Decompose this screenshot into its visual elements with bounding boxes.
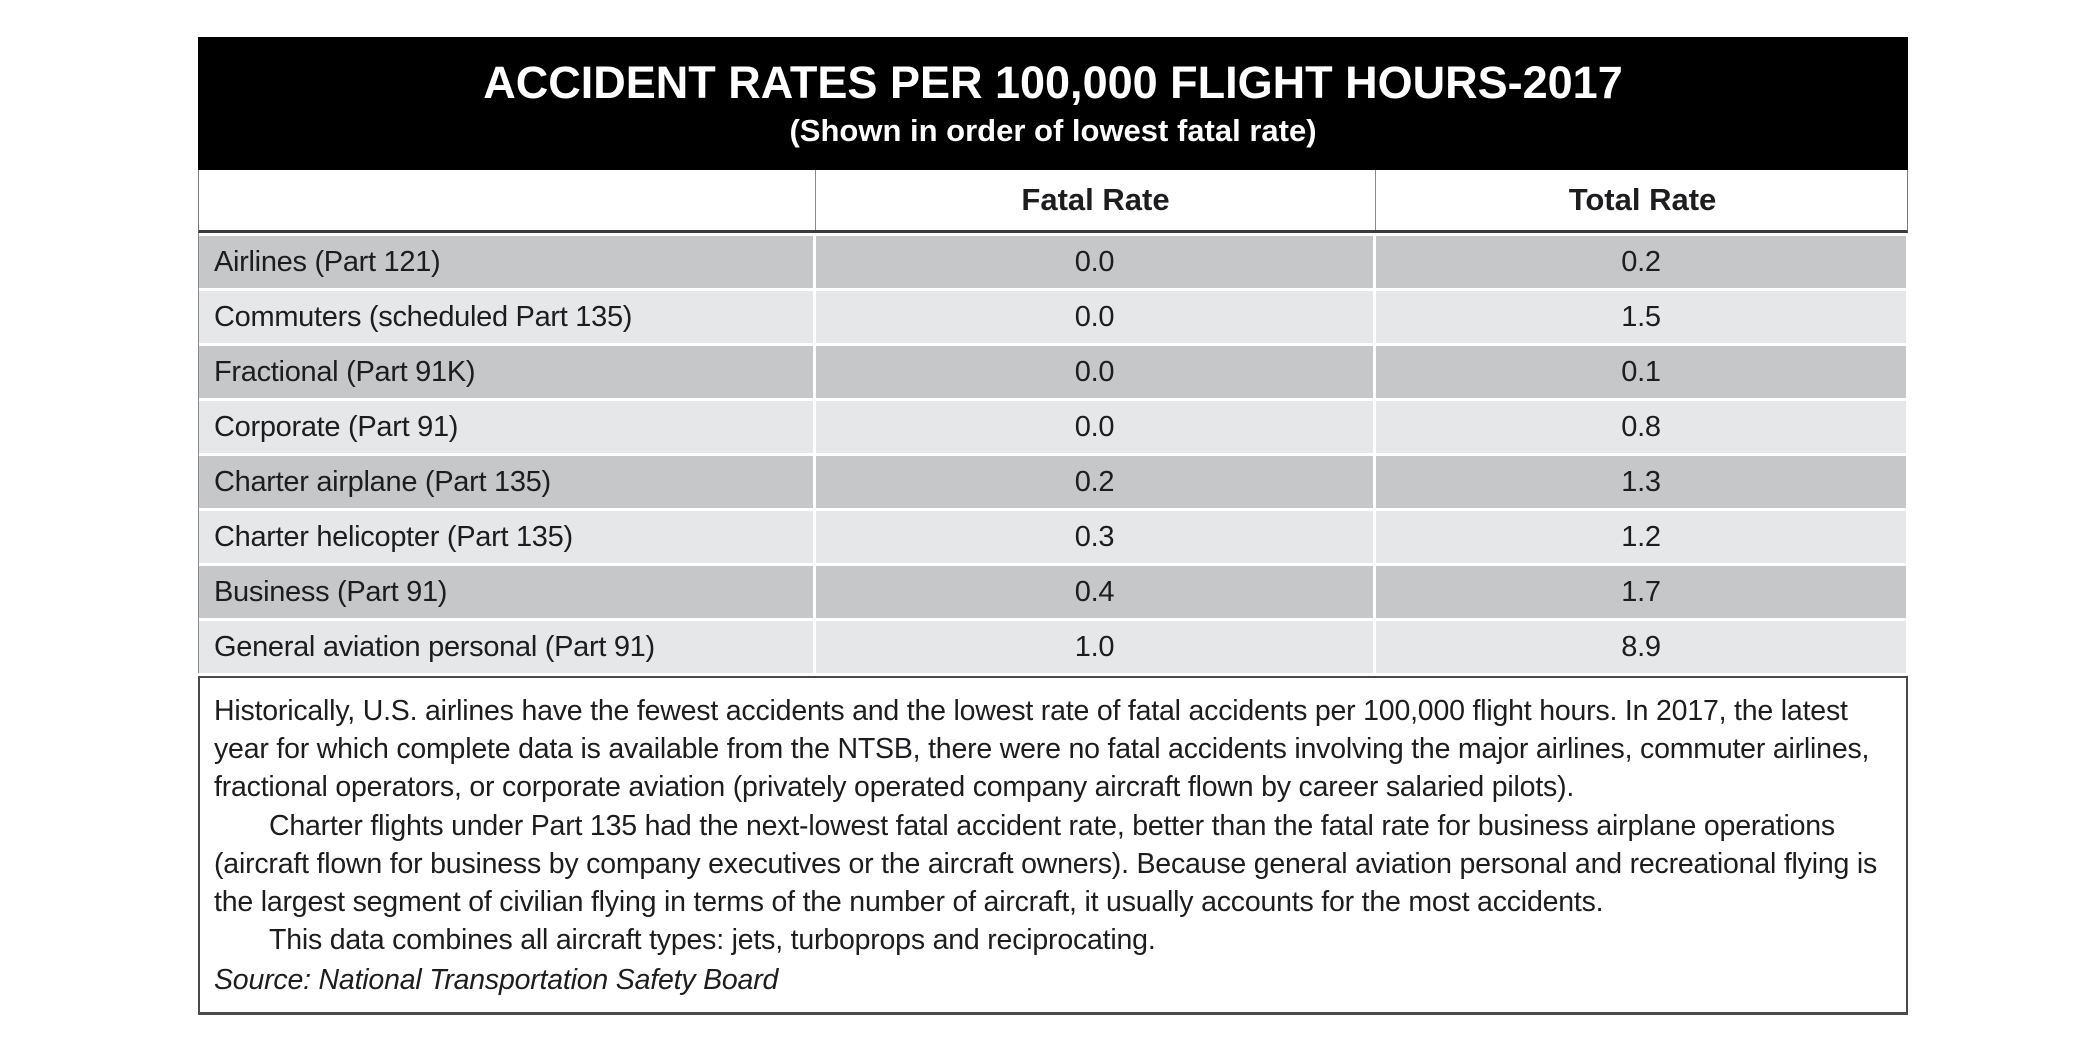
- total-rate-value: 0.2: [1376, 236, 1906, 288]
- notes-box: [198, 676, 1908, 1015]
- total-rate-value: 0.8: [1376, 401, 1906, 453]
- fatal-rate-value: 0.0: [816, 236, 1373, 288]
- table-row: [199, 511, 1908, 563]
- fatal-rate-value: 0.0: [816, 291, 1373, 343]
- row-label: Charter airplane (Part 135): [199, 456, 813, 508]
- total-rate-value: 1.7: [1376, 566, 1906, 618]
- accident-rates-table: [198, 37, 1908, 1015]
- table-subtitle: (Shown in order of lowest fatal rate): [789, 113, 1317, 149]
- total-rate-value: 1.3: [1376, 456, 1906, 508]
- row-label: Commuters (scheduled Part 135): [199, 291, 813, 343]
- column-header-total-rate: Total Rate: [1375, 170, 1909, 230]
- row-label: Fractional (Part 91K): [199, 346, 813, 398]
- column-header-row: [198, 170, 1908, 233]
- total-rate-value: 1.5: [1376, 291, 1906, 343]
- table-row: [199, 401, 1908, 453]
- fatal-rate-value: 0.0: [816, 346, 1373, 398]
- table-row: [199, 621, 1908, 673]
- row-label: Business (Part 91): [199, 566, 813, 618]
- total-rate-value: 0.1: [1376, 346, 1906, 398]
- fatal-rate-value: 0.4: [816, 566, 1373, 618]
- table-row: [199, 346, 1908, 398]
- notes-paragraph-1: Historically, U.S. airlines have the fewest accidents and the lowest rate of fatal accidents per 100,000 flight hours. In 2017, the latest year for which complete data is available from the NTSB, there were no fatal accidents involving the major airlines, commuter airlines, fractional operators, or corporate aviation (privately operated company aircraft flown by career salaried pilots).: [214, 695, 1870, 804]
- table-row: [199, 236, 1908, 288]
- title-band: [198, 37, 1908, 170]
- row-label: General aviation personal (Part 91): [199, 621, 813, 673]
- column-header-fatal-rate: Fatal Rate: [815, 170, 1375, 230]
- table-title: ACCIDENT RATES PER 100,000 FLIGHT HOURS-2017: [483, 56, 1623, 108]
- fatal-rate-value: 1.0: [816, 621, 1373, 673]
- row-label: Charter helicopter (Part 135): [199, 511, 813, 563]
- fatal-rate-value: 0.3: [816, 511, 1373, 563]
- total-rate-value: 1.2: [1376, 511, 1906, 563]
- notes-paragraph-2: Charter flights under Part 135 had the next-lowest fatal accident rate, better than the fatal rate for business airplane operations (aircraft flown for business by company executives or the aircraft owners). Because general aviation personal and recreational flying is the largest segment of civilian flying in terms of the number of aircraft, it usually accounts for the most accidents.: [214, 809, 1878, 918]
- notes-paragraph-3: This data combines all aircraft types: jets, turboprops and reciprocating.: [269, 924, 1156, 957]
- fatal-rate-value: 0.0: [816, 401, 1373, 453]
- row-label: Airlines (Part 121): [199, 236, 813, 288]
- table-row: [199, 291, 1908, 343]
- table-row: [199, 456, 1908, 508]
- fatal-rate-value: 0.2: [816, 456, 1373, 508]
- source-line: Source: National Transportation Safety Board: [214, 964, 779, 997]
- row-label: Corporate (Part 91): [199, 401, 813, 453]
- table-row: [199, 566, 1908, 618]
- column-header-category: [199, 170, 815, 230]
- total-rate-value: 8.9: [1376, 621, 1906, 673]
- table-body: [198, 233, 1908, 673]
